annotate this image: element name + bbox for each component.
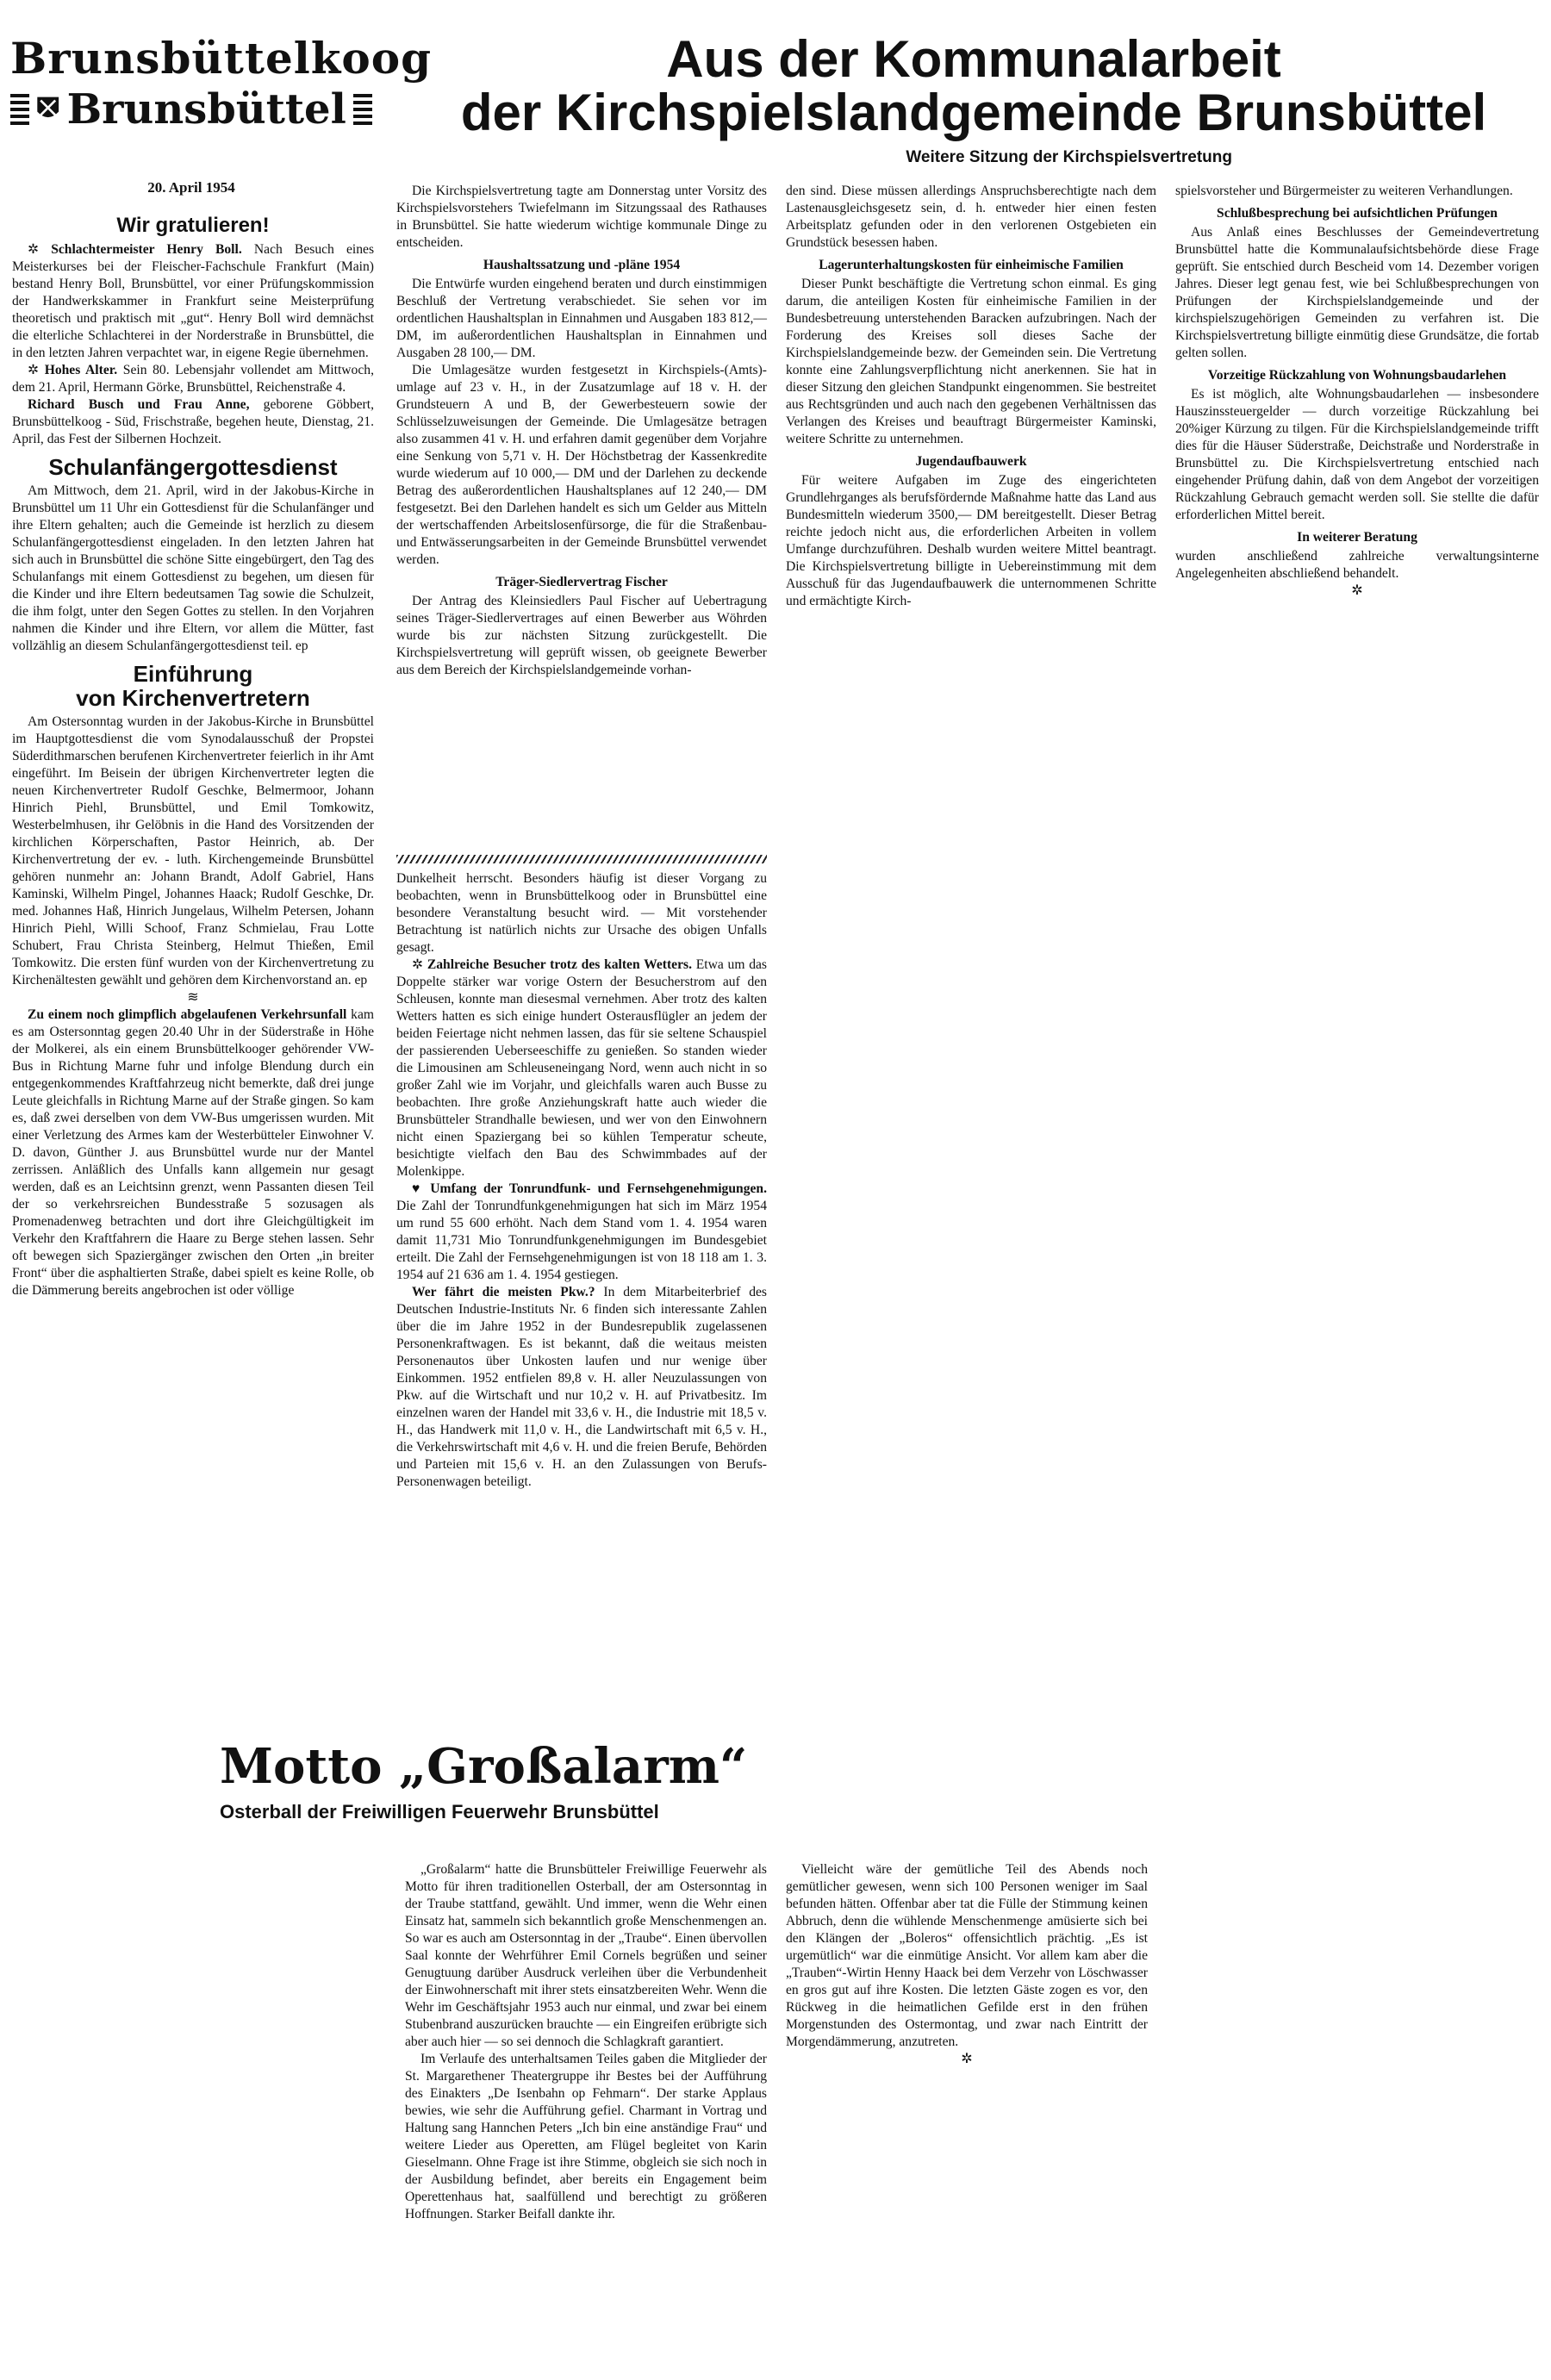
section-title: Einführung — [133, 661, 253, 687]
article-paragraph: Aus Anlaß eines Beschlusses der Gemeindevertretung Brunsbüttel hatte die Kommunalaufsichtsbehörde diese Frage geprüft. Sie entschied durch Bescheid vom 14. Dezember vorigen Jahres. Dieser legt genau fest, wie bei Schlußbesprechungen von Prüfungen der Kirchspielslandgemeinde und der kirchspielszugehörigen Gemeinden zu verfahren ist. Die Kirchspielsvertretung billigte einmütig diese Grundsätze, die fortab gelten sollen. — [1175, 225, 1539, 360]
article-paragraph: Dieser Punkt beschäftigte die Vertretung schon einmal. Es ging darum, die anteiligen Kosten für einheimische Familien in der Bundesbetreuung unterstehenden Baracken aufzubringen. Nach der Forderung des Kreises soll dieses Sache der Kirchspielslandgemeinde bezw. der Gemeinden sein. Die Vertretung konnte eine Zahlungsverpflichtung nicht anerkennen. Sie hat in dieser Sitzung den gleichen Standpunkt eingenommen. Sie bestreitet aus Rechtsgründen und auch nach den gegebenen Verhältnissen das Verlangen des Kreises und beauftragt Bürgermeister Kaminski, weitere Schritte zu unternehmen. — [786, 277, 1156, 446]
paragraph-text: Am Mittwoch, dem 21. April, wird in der Jakobus-Kirche in Brunsbüttel um 11 Uhr ein Gottesdienst für die Schulanfänger und ihre Eltern gehalten; auch die Gemeinde ist herzlich zu diesem Schulanfängergottesdienst eingeladen. In den letzten Jahren hat sich auch in Brunsbüttel die schöne Sitte eingebürgert, den Tag des Schulanfangs mit einem Gottesdienst zu begehen, um diesen für die Kinder und ihre Eltern bedeutsamen Tag sowie die Schulzeit, die ihm folgt, unter den Segen Gottes zu stellen. In den Vorjahren nahmen die Kinder und ihre Eltern, vor allem die Mütter, fast vollzählig an diesem Schulanfängergottesdienst teil. — [12, 483, 374, 653]
article-paragraph: wurden anschließend zahlreiche verwaltungsinterne Angelegenheiten abschließend behandelt. — [1175, 549, 1539, 581]
section-heading: In weiterer Beratung — [1297, 530, 1417, 545]
issue-date: 20. April 1954 — [147, 179, 235, 196]
paragraph-text: kam es am Ostersonntag gegen 20.40 Uhr in der Süderstraße in Höhe der Molkerei, als ein einem Brunsbüttelkooger gehörender VW-Bus in Richtung Marne fuhr und infolge Blendung durch ein entgegenkommendes Kraftfahrzeug nicht bemerkte, daß drei junge Leute gleichfalls in Richtung Marne auf der Straße gingen. So kam es, daß zwei derselben von dem VW-Bus umgerissen wurden. Mit einer Verletzung des Armes kam der Westerbütteler Einwohner V. D. davon, Günther J. aus Brunsbüttel wurde nur der Mantel zerrissen. Anläßlich des Unfalls kann allgemein nur gesagt werden, daß es an Leichtsinn grenzt, wenn Passanten diesen Teil der so verkehrsreichen Bundesstraße 5 sozusagen als Promenadenweg betrachten und dort ihre Gleichgültigkeit im Verkehr den Kraftfahrern die Haare zu Berge stehen lassen. Sehr oft bewegen sich Spaziergänger zwischen den Orten „in breiter Front“ über die asphaltierten Straße, dabei spielt es keine Rolle, ob die Dämmerung bereits angebrochen ist oder völlige — [12, 1007, 374, 1298]
article-paragraph — [12, 362, 374, 396]
article-paragraph: spielsvorsteher und Bürgermeister zu weiteren Verhandlungen. — [1175, 184, 1513, 198]
star-icon: ✲ — [28, 363, 45, 377]
section-heading: Jugendaufbauwerk — [915, 454, 1027, 469]
article-paragraph: Im Verlaufe des unterhaltsamen Teiles gaben die Mitglieder der St. Margarethener Theatergruppe ihr Bestes bei der Aufführung des Einakters „De Isenbahn op Fehmarn“. Der starke Applaus bewies, wie sehr die Aufführung gefiel. Charmant in Vortrag und Haltung sang Hannchen Peters „Ich bin eine anständige Frau“ und weitere Lieder aus Operetten, am Flügel begleitet von Karin Gieselmann. Ohne Frage ist ihre Stimme, obgleich sie sich noch in der Ausbildung befindet, aber bereits ein Engagement beim Operettenhaus hat, saalfüllend und berechtigt zu größeren Hoffnungen. Starker Beifall dankte ihr. — [405, 2052, 767, 2221]
decorative-bars-icon — [353, 94, 372, 125]
section-title: Wir gratulieren! — [116, 214, 270, 237]
paragraph-text: Etwa um das Doppelte stärker war vorige Ostern der Besucherstrom auf den Schleusen, konnte man diesesmal vernehmen. Aber trotz des kalten Wetters hatten es sich einige hundert Osterausflügler an jedem der beiden Feiertage nicht nehmen lassen, das für sie seltene Schauspiel der passierenden Ueberseeschiffe zu genießen. So standen wieder die Limousinen am Schleuseneingang Nord, wenn auch nicht in so großer Zahl wie im Vorjahr, und gleichfalls waren auch Busse zu beobachten. Ihre große Anziehungskraft hatte auch wieder die Brunsbütteler Strandhalle bewiesen, und wer von den Einwohnern nicht einen Spaziergang bei so kühlen Temperatur scheute, besichtigte vielfach den Bau des Schwimmbades auf der Molenkippe. — [396, 957, 768, 1179]
section-heading: Vorzeitige Rückzahlung von Wohnungsbaudarlehen — [1207, 368, 1507, 383]
article-paragraph: Für weitere Aufgaben im Zuge des eingerichteten Grundlehrganges als berufsfördernde Maßnahme hatte das Land aus Bundesmitteln wiederum 3500,— DM bereitgestellt. Dieser Betrag reichte jedoch nicht aus, die erforderlichen Arbeiten in vollem Umfange durchzuführen. Deshalb wurden weitere Mittel beantragt. Die Kirchspielsvertretung billigte in Uebereinstimmung mit dem Ausschuß für das Jugendaufbauwerk die unternommenen Schritte und ermächtigte Kirch- — [786, 473, 1156, 608]
star-icon: ✲ — [28, 242, 52, 257]
article-paragraph — [396, 956, 767, 1181]
separator-icon: ≋ — [187, 990, 199, 1005]
paragraph-lead: Zu einem noch glimpflich abgelaufenen Verkehrsunfall — [28, 1007, 347, 1022]
wavy-divider — [396, 855, 767, 863]
masthead — [10, 33, 433, 134]
article-paragraph — [12, 241, 374, 362]
article-paragraph: Die Entwürfe wurden eingehend beraten und durch einstimmigen Beschluß der Vertretung verabschiedet. Sie sehen vor im ordentlichen Haushaltsplan in Einnahmen und Ausgaben 183 812,— DM, im außerordentlichen Haushaltsplan in Einnahmen und Ausgaben 28 100,— DM. — [396, 277, 767, 360]
radio-icon: ♥ — [412, 1181, 431, 1196]
article-paragraph — [12, 1006, 374, 1299]
crest-icon — [36, 89, 59, 130]
article-paragraph — [396, 1181, 767, 1284]
paragraph-text: geborene Göbbert, Brunsbüttelkoog - Süd, Frischstraße, begehen heute, Dienstag, 21. April, das Fest der Silbernen Hochzeit. — [12, 397, 374, 446]
paragraph-text: Die Zahl der Tonrundfunkgenehmigungen hat sich im März 1954 um rund 55 600 erhöht. Nach dem Stand vom 1. 4. 1954 waren damit 11,731 Mio Tonrundfunkgenehmigungen im Bundesgebiet erteilt. Die Zahl der Fernsehgenehmigungen ist von 18 118 am 1. 3. 1954 auf 21 636 am 1. 4. 1954 gestiegen. — [396, 1199, 767, 1282]
motto-column-1 — [405, 1861, 767, 2223]
motto-subtitle: Osterball der Freiwilligen Feuerwehr Brunsbüttel — [220, 1801, 659, 1822]
headline-subtitle: Weitere Sitzung der Kirchspielsvertretung — [906, 148, 1232, 166]
masthead-second-line — [10, 85, 372, 134]
paragraph-lead: Richard Busch und Frau Anne, — [28, 397, 250, 412]
end-star-icon: ✲ — [961, 2052, 973, 2066]
paragraph-lead: Wer fährt die meisten Pkw.? — [412, 1285, 595, 1299]
article-paragraph — [396, 1284, 767, 1491]
section-heading: Lagerunterhaltungskosten für einheimische Familien — [819, 258, 1124, 272]
column-4 — [1175, 183, 1539, 600]
motto-title: Motto „Großalarm“ — [220, 1738, 748, 1795]
paragraph-text: Sein 80. Lebensjahr vollendet am Mittwoch, dem 21. April, Hermann Görke, Brunsbüttel, Reichenstraße 4. — [12, 363, 374, 395]
section-title: Schulanfängergottesdienst — [48, 454, 338, 480]
headline-line-1: Aus der Kommunalarbeit — [666, 30, 1281, 88]
author-sig: ep — [295, 639, 308, 653]
paragraph-text: In dem Mitarbeiterbrief des Deutschen Industrie-Instituts Nr. 6 finden sich interessante Zahlen über die im Jahre 1952 in der Bundesrepublik zugelassenen Personenkraftwagen. Es ist bekannt, daß die weitaus meisten Personenautos über Unkosten laufen und nur wenige über Einkommen. 1952 entfielen 89,8 v. H. aller Neuzulassungen von Pkw. auf die Wirtschaft und nur 10,2 v. H. auf Privatbesitz. Im einzelnen waren der Handel mit 33,6 v. H., die Industrie mit 18,5 v. H., das Handwerk mit 11,0 v. H., die Landwirtschaft mit 6,5 v. H., die Verkehrswirtschaft mit 4,6 v. H. und die freien Berufe, Behörden und Parteien mit 15,6 v. H. an den Zulassungen von Berufs-Personenwagen beteiligt. — [396, 1285, 768, 1489]
motto-headline — [220, 1738, 823, 1823]
paragraph-text: Am Ostersonntag wurden in der Jakobus-Kirche in Brunsbüttel im Hauptgottesdienst die vom Synodalausschuß der Propstei Süderdithmarschen berufenen Kirchenvertreter feierlich in ihr Amt eingeführt. Im Beisein der übrigen Kirchenvertreter legten die neuen Kirchenvertreter Rudolf Geschke, Belmermoor, Johann Hinrich Piehl, Brunsbüttel, und Emil Tomkowitz, Westerbelmhusen, ihr Gelöbnis in die Hand des Vorsitzenden der kirchlichen Körperschaften, Pastor Heinrich, ab. Der Kirchenvertretung der ev. - luth. Kirchengemeinde Brunsbüttel gehören nunmehr an: Johann Brandt, Adolf Gabriel, Hans Kaminski, Wilhelm Pingel, Johannes Haack; Rudolf Geschke, Dr. med. Johannes Haß, Hinrich Jungelaus, Wilhelm Petersen, Johann Hinrich Piehl, Willi Schoof, Franz Schmielau, Frau Lotte Schubert, Frau Christa Steinberg, Helmut Thießen, Emil Tomkowitz. Die ersten fünf wurden von der Kirchenvertretung zu Kirchenältesten gewählt und gehören dem Kirchenvorstand an. — [12, 714, 374, 988]
paragraph-lead: Schlachtermeister Henry Boll. — [51, 242, 242, 257]
decorative-bars-icon — [10, 94, 29, 125]
article-paragraph: Die Kirchspielsvertretung tagte am Donnerstag unter Vorsitz des Kirchspielsvorstehers Twiefelmann im Sitzungssaal des Rathauses in Brunsbüttel. Sie hatte wiederum wichtige kommunale Dinge zu entscheiden. — [396, 184, 767, 250]
section-title: von Kirchenvertretern — [76, 685, 310, 711]
column-3 — [786, 183, 1156, 610]
masthead-subtitle: Brunsbüttel — [66, 85, 346, 134]
paragraph-lead: Umfang der Tonrundfunk- und Fernsehgenehmigungen. — [430, 1181, 767, 1196]
article-paragraph: Die Umlagesätze wurden festgesetzt in Kirchspiels-(Amts)-umlage auf 23 v. H., in der Zusatzumlage auf 18 v. H. der Grundsteuern A und B, der Gewerbesteuern sowie der Schlüsselzuweisungen der Gemeinde. Die Umlagesätze betragen also zusammen 41 v. H. und erfahren damit gegenüber dem Vorjahre eine Senkung von 5,71 v. H. Der Höchstbetrag der Kassenkredite wurde wiederum auf 10 000,— DM und der Darlehen zu deckende Betrag des außerordentlichen Haushaltsplanes auf 12 240,— DM festgesetzt. Bei den Darlehen handelt es sich um Gelder aus Mitteln der wertschaffenden Arbeitslosenfürsorge, die für die Straßenbau- und Entwässerungsarbeiten in der Gemeinde Brunsbüttel verwendet werden. — [396, 363, 767, 567]
star-icon: ✲ — [412, 957, 427, 972]
main-headline — [405, 30, 1542, 167]
middle-column — [396, 870, 767, 1491]
article-paragraph — [12, 396, 374, 448]
article-paragraph — [12, 483, 374, 655]
article-paragraph: „Großalarm“ hatte die Brunsbütteler Freiwillige Feuerwehr als Motto für ihren traditionellen Osterball, der am Ostersonntag in der Traube stattfand, gewählt. Und immer, wenn die Wehr einen Einsatz hat, sammeln sich bekanntlich große Menschenmengen an. So war es auch am Ostersonntag in der „Traube“. Einen übervollen Saal konnte der Wehrführer Emil Cornels begrüßen und seiner Genugtuung darüber Ausdruck verleihen über die Verbundenheit der Einwohnerschaft mit ihrer stets einsatzbereiten Wehr. Wenn die Wehr im Geschäftsjahr 1953 auch nur einmal, und zwar bei einem Stubenbrand auszurücken brauchte — ein Eingreifen erübrigte sich aber auch hier — so sei dennoch die Schlagkraft garantiert. — [405, 1862, 767, 2049]
article-paragraph: den sind. Diese müssen allerdings Anspruchsberechtigte nach dem Lastenausgleichsgesetz sein, d. h. entweder hier einen festen Arbeitsplatz gefunden oder in den verlorenen Ostgebieten ein Grundstück besessen haben. — [786, 184, 1156, 250]
article-paragraph: Der Antrag des Kleinsiedlers Paul Fischer auf Uebertragung seines Träger-Siedlervertrages auf einen Bewerber aus Wöhrden wurde bis zur nächsten Sitzung zurückgestellt. Die Kirchspielsvertretung will geprüft wissen, ob geeignete Bewerber aus dem Bereich der Kirchspielslandgemeinde vorhan- — [396, 594, 767, 677]
end-star-icon: ✲ — [1351, 583, 1363, 598]
section-heading: Träger-Siedlervertrag Fischer — [495, 575, 668, 589]
paragraph-text: Nach Besuch eines Meisterkurses bei der Fleischer-Fachschule Frankfurt (Main) bestand Henry Boll, Brunsbüttel, vor einer Prüfungskommission der Handwerkskammer in Frankfurt seine Meisterprüfung theoretisch und praktisch mit „gut“. Henry Boll wird demnächst die elterliche Schlachterei in der Norderstraße in Brunsbüttel, die in den letzten Jahren verpachtet war, in eigene Regie übernehmen. — [12, 242, 375, 360]
author-sig: ep — [354, 973, 368, 988]
article-paragraph: Es ist möglich, alte Wohnungsbaudarlehen — insbesondere Hauszinssteuergelder — durch vorzeitige Rückzahlung bei 20%iger Kürzung zu tilgen. Für die Kirchspielslandgemeinde trifft dies für die Häuser Süderstraße, Deichstraße und Norderstraße in Brunsbüttel zu. Die Kirchspielsvertretung entschied nach eingehender Prüfung dahin, daß von dem Angebot der vorzeitigen Rückzahlung Gebrauch gemacht werden soll. Sie stellte die dafür erforderlichen Mittel bereit. — [1175, 387, 1539, 522]
motto-column-2 — [786, 1861, 1148, 2068]
masthead-title: Brunsbüttelkoog — [10, 33, 433, 84]
left-column — [12, 207, 374, 1299]
headline-line-2: der Kirchspielslandgemeinde Brunsbüttel — [460, 84, 1487, 141]
paragraph-lead: Zahlreiche Besucher trotz des kalten Wetters. — [427, 957, 692, 972]
article-paragraph — [12, 713, 374, 989]
section-heading: Schlußbesprechung bei aufsichtlichen Prüfungen — [1217, 206, 1498, 221]
section-heading: Haushaltssatzung und -pläne 1954 — [483, 258, 681, 272]
article-paragraph: Dunkelheit herrscht. Besonders häufig ist dieser Vorgang zu beobachten, wenn in Brunsbüttelkoog oder in Brunsbüttel eine besondere Veranstaltung besucht wird. — Mit vorstehender Betrachtung ist natürlich nichts zur Ursache des obigen Unfalls gesagt. — [396, 871, 767, 955]
column-2 — [396, 183, 767, 679]
paragraph-lead: Hohes Alter. — [44, 363, 118, 377]
article-paragraph: Vielleicht wäre der gemütliche Teil des Abends noch gemütlicher gewesen, wenn sich 100 Personen weniger im Saal befunden hätten. Offenbar aber tat die Fülle der Stimmung keinen Abbruch, denn die wühlende Menschenmenge amüsierte sich bei den Klängen der „Boleros“ offensichtlich prächtig. „Es ist urgemütlich“ war die einmütige Ansicht. Vor allem kam aber die „Trauben“-Wirtin Henny Haack bei dem Verzehr von Löschwasser en gros gut auf ihre Kosten. Die letzten Gäste zogen es vor, den Rückweg in die heimatlichen Gefilde erst in den frühen Morgenstunden des Ostermontag, und zwar nach Eintritt der Morgendämmerung, anzutreten. — [786, 1862, 1148, 2049]
